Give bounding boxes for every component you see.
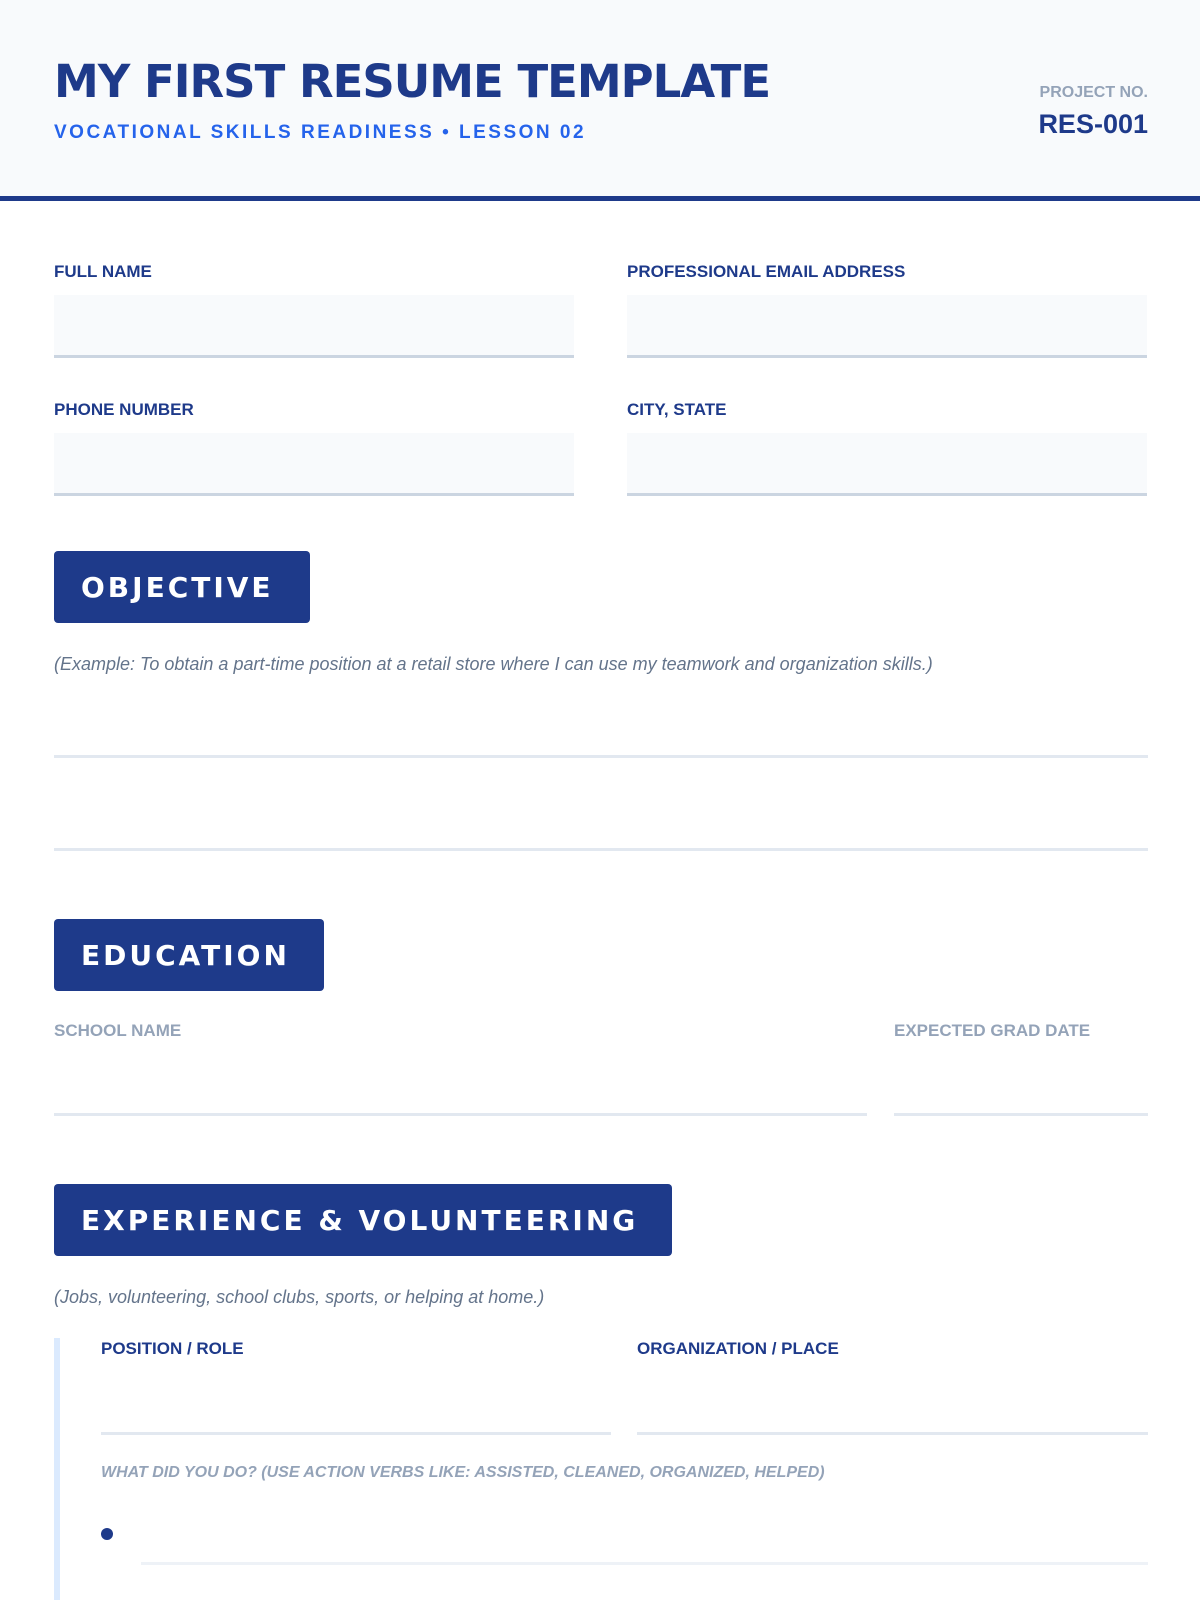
city-state-label: CITY, STATE bbox=[627, 400, 727, 419]
organization-line[interactable] bbox=[637, 1432, 1148, 1435]
organization-label: ORGANIZATION / PLACE bbox=[637, 1339, 839, 1358]
email-field[interactable] bbox=[627, 295, 1147, 358]
phone-field[interactable] bbox=[54, 433, 574, 496]
project-number: RES-001 bbox=[1038, 109, 1148, 139]
objective-line-1[interactable] bbox=[54, 755, 1148, 758]
full-name-label: FULL NAME bbox=[54, 262, 152, 281]
full-name-field[interactable] bbox=[54, 295, 574, 358]
duty-line-1[interactable] bbox=[141, 1562, 1148, 1565]
position-line[interactable] bbox=[101, 1432, 611, 1435]
grad-date-line[interactable] bbox=[894, 1113, 1148, 1116]
page-title: MY FIRST RESUME TEMPLATE bbox=[54, 55, 771, 108]
objective-heading: OBJECTIVE bbox=[54, 551, 310, 623]
grad-date-label: EXPECTED GRAD DATE bbox=[894, 1021, 1091, 1040]
experience-heading: EXPERIENCE & VOLUNTEERING bbox=[54, 1184, 672, 1256]
experience-hint: (Jobs, volunteering, school clubs, sports, or helping at home.) bbox=[54, 1287, 545, 1307]
school-name-label: SCHOOL NAME bbox=[54, 1021, 182, 1040]
experience-entry-bar bbox=[54, 1338, 60, 1600]
page-header bbox=[0, 0, 1200, 201]
project-label: PROJECT NO. bbox=[1039, 84, 1148, 101]
email-label: PROFESSIONAL EMAIL ADDRESS bbox=[627, 262, 906, 281]
objective-hint: (Example: To obtain a part-time position at a retail store where I can use my teamwork and organization skills.) bbox=[54, 654, 933, 674]
page-subtitle: VOCATIONAL SKILLS READINESS • LESSON 02 bbox=[54, 122, 587, 143]
objective-line-2[interactable] bbox=[54, 848, 1148, 851]
school-name-line[interactable] bbox=[54, 1113, 867, 1116]
bullet-icon bbox=[101, 1528, 113, 1540]
education-heading: EDUCATION bbox=[54, 919, 324, 991]
duties-label: WHAT DID YOU DO? (USE ACTION VERBS LIKE: ASSISTED, CLEANED, ORGANIZED, HELPED) bbox=[101, 1464, 825, 1481]
phone-label: PHONE NUMBER bbox=[54, 400, 194, 419]
city-state-field[interactable] bbox=[627, 433, 1147, 496]
position-label: POSITION / ROLE bbox=[101, 1339, 244, 1358]
